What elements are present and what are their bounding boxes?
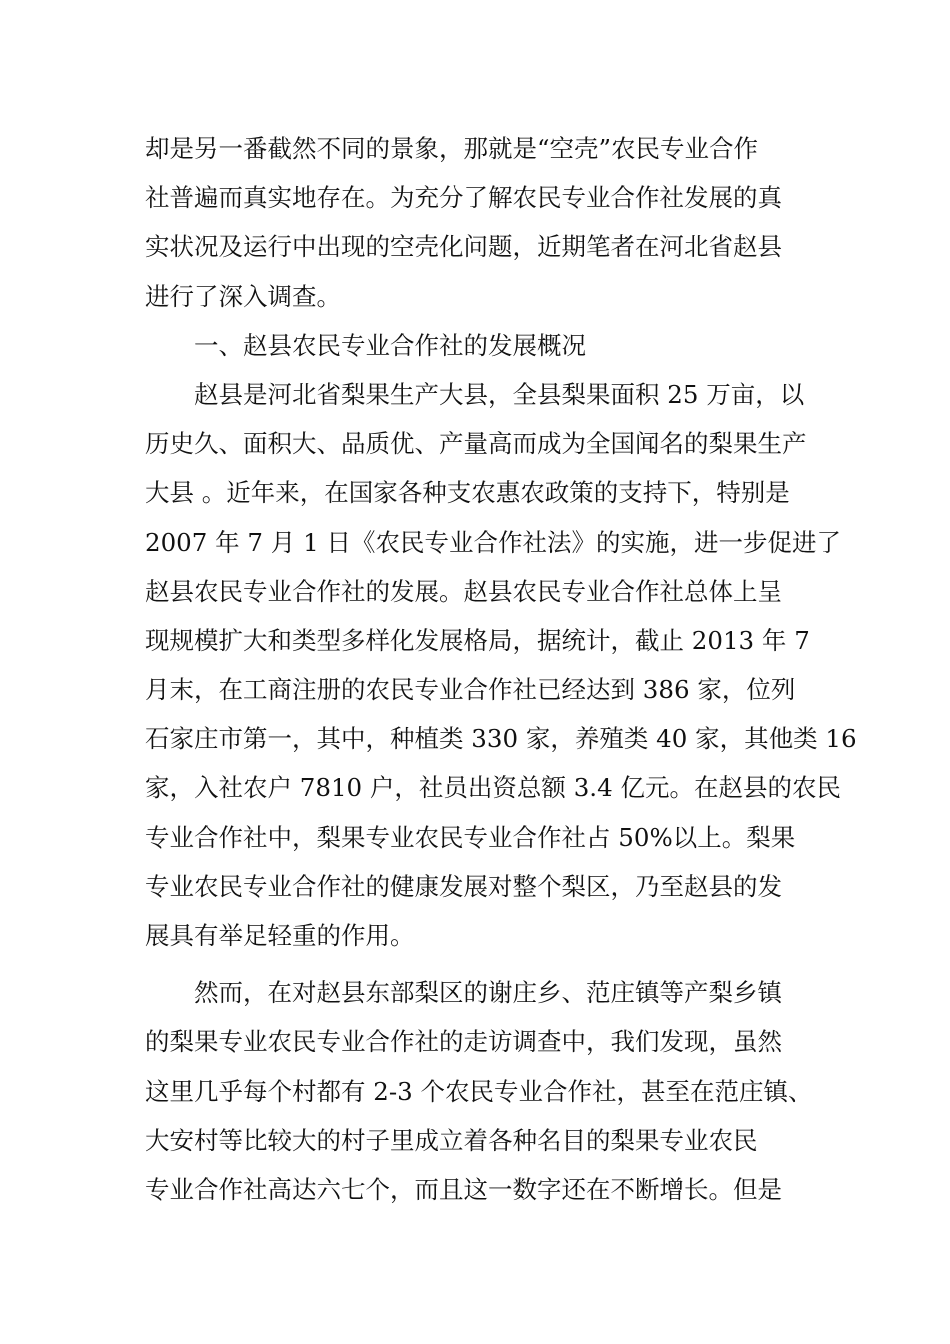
body-text [145, 124, 857, 1214]
text-line: 专业合作社中，梨果专业农民专业合作社占 50%以上。梨果 [145, 822, 796, 852]
text-line: 2007 年 7 月 1 日《农民专业合作社法》的实施，进一步促进了 [145, 527, 841, 557]
text-line: 实状况及运行中出现的空壳化问题，近期笔者在河北省赵县 [145, 232, 782, 262]
paragraph-spacer [145, 960, 810, 968]
text-line: 大县 。近年来，在国家各种支农惠农政策的支持下，特别是 [145, 478, 790, 508]
text-line: 月末，在工商注册的农民专业合作社已经达到 386 家，位列 [145, 675, 796, 705]
text-line: 专业合作社高达六七个，而且这一数字还在不断增长。但是 [145, 1174, 782, 1204]
text-line: 这里几乎每个村都有 2-3 个农民专业合作社，甚至在范庄镇、 [145, 1076, 813, 1106]
text-line: 赵县是河北省梨果生产大县，全县梨果面积 25 万亩，以 [194, 379, 805, 409]
text-line: 然而，在对赵县东部梨区的谢庄乡、范庄镇等产梨乡镇 [194, 978, 782, 1008]
text-line: 进行了深入调查。 [145, 281, 341, 311]
text-line: 社普遍而真实地存在。为充分了解农民专业合作社发展的真 [145, 183, 782, 213]
text-line: 历史久、面积大、品质优、产量高而成为全国闻名的梨果生产 [145, 429, 807, 459]
text-line: 展具有举足轻重的作用。 [145, 921, 415, 950]
text-line: 大安村等比较大的村子里成立着各种名目的梨果专业农民 [145, 1125, 758, 1155]
text-line: 现规模扩大和类型多样化发展格局，据统计，截止 2013 年 7 [145, 625, 810, 655]
text-line: 却是另一番截然不同的景象，那就是“空壳”农民专业合作 [145, 134, 759, 163]
section-heading: 一、赵县农民专业合作社的发展概况 [194, 330, 586, 360]
text-line: 石家庄市第一，其中，种植类 330 家，养殖类 40 家，其他类 16 [145, 724, 857, 754]
text-line: 家，入社农户 7810 户，社员出资总额 3.4 亿元。在赵县的农民 [145, 773, 841, 803]
text-line: 专业农民专业合作社的健康发展对整个梨区，乃至赵县的发 [145, 871, 782, 901]
text-line: 的梨果专业农民专业合作社的走访调查中，我们发现，虽然 [145, 1027, 782, 1057]
text-line: 赵县农民专业合作社的发展。赵县农民专业合作社总体上呈 [145, 576, 782, 606]
